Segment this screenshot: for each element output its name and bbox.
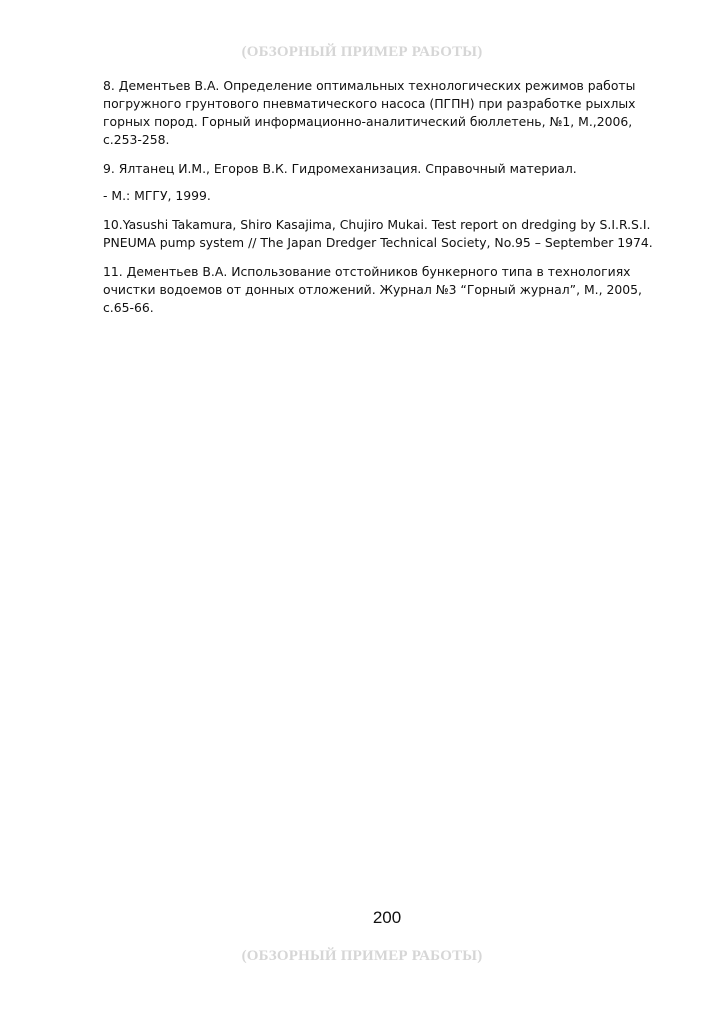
watermark-top: (ОБЗОРНЫЙ ПРИМЕР РАБОТЫ) (241, 44, 483, 60)
reference-item-9: 9. Ялтанец И.М., Егоров В.К. Гидромеханизация. Справочный материал. (103, 161, 577, 176)
reference-item-9-continuation: - М.: МГГУ, 1999. (103, 188, 211, 203)
reference-item-11: 11. Дементьев В.А. Использование отстойников бункерного типа в технологиях очистки водоемов от донных отложений. Журнал №3 “Горный журнал”, М., 2005, с.65-66. (103, 264, 642, 315)
reference-item-8: 8. Дементьев В.А. Определение оптимальных технологических режимов работы погружного грунтового пневматического насоса (ПГПН) при разработке рыхлых горных пород. Горный информационно-аналитический бюллетень, №1, М.,2006, с.253-258. (103, 78, 636, 147)
reference-item-10: 10.Yasushi Takamura, Shiro Kasajima, Chujiro Mukai. Test report on dredging by S.I.R.S.I. PNEUMA pump system // The Japan Dredger Technical Society, No.95 – September 1974. (103, 217, 653, 250)
reference-list (103, 77, 673, 328)
watermark-bottom: (ОБЗОРНЫЙ ПРИМЕР РАБОТЫ) (241, 948, 483, 964)
page-number: 200 (372, 908, 402, 927)
